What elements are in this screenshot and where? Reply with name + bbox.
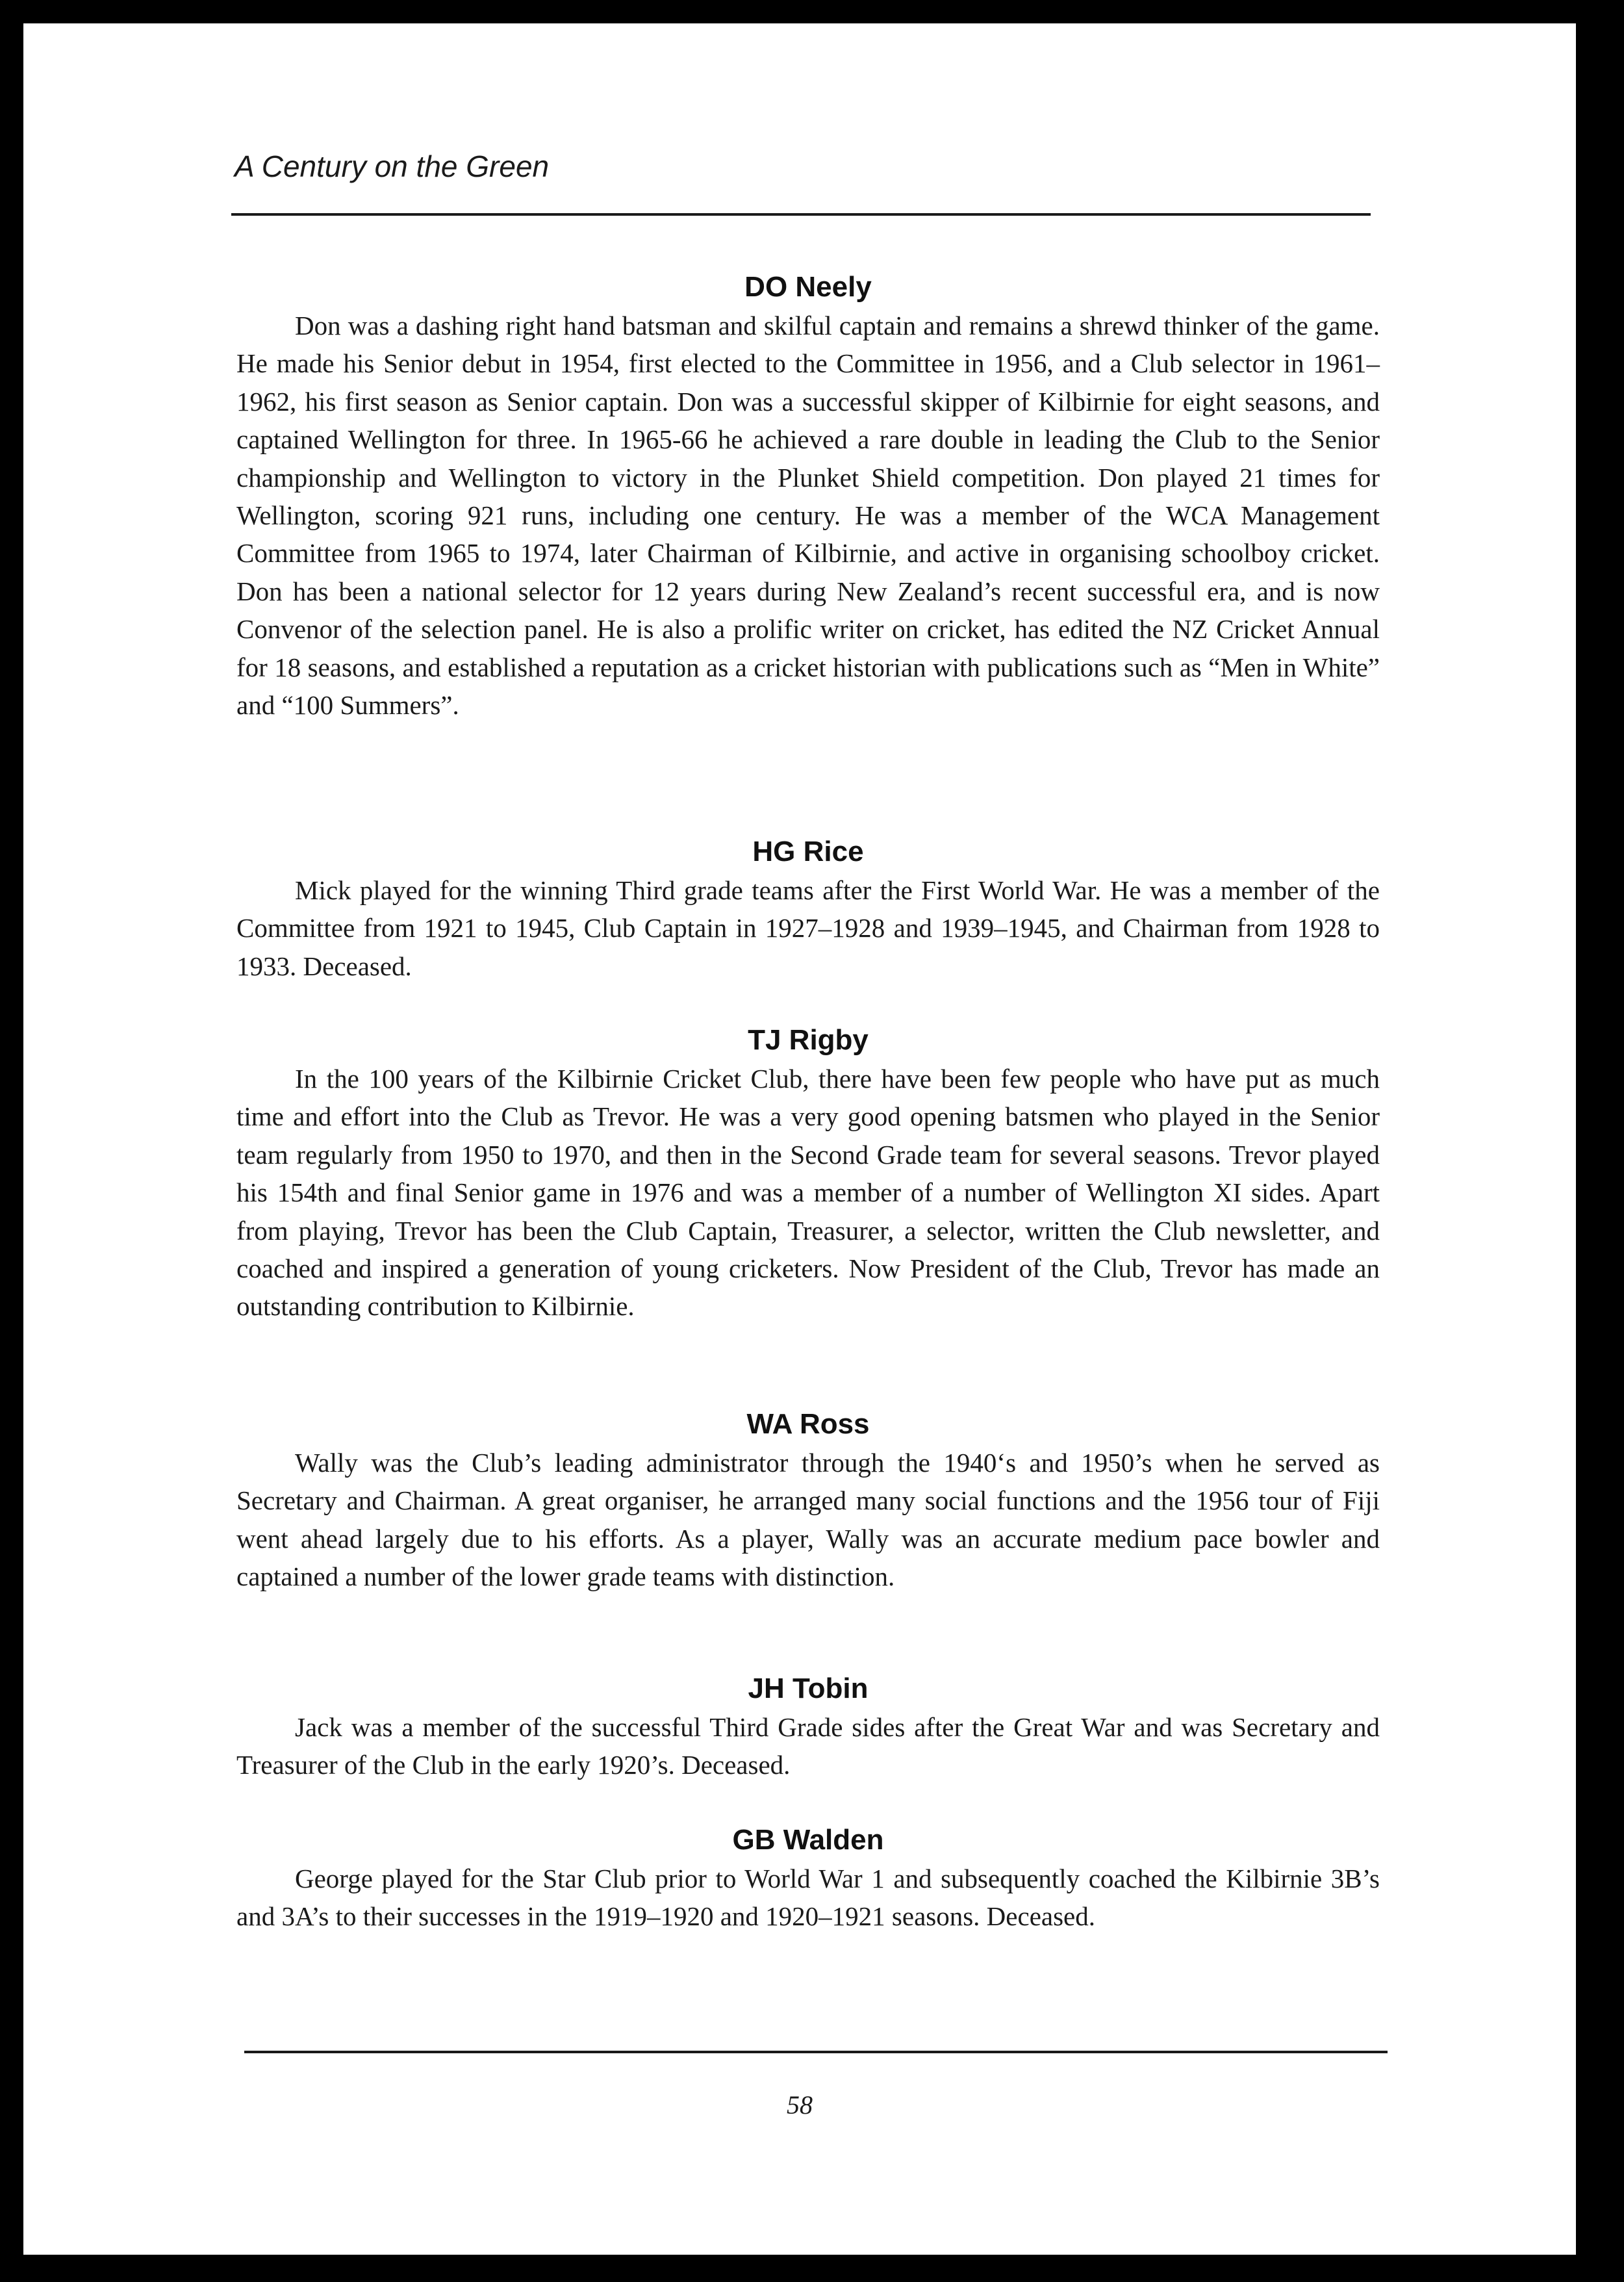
entry-do-neely bbox=[236, 268, 1380, 724]
entry-wa-ross bbox=[236, 1405, 1380, 1596]
entry-text: Jack was a member of the successful Third Grade sides after the Great War and was Secretary and Treasurer of the Club in the early 1920’s. Deceased. bbox=[236, 1712, 1380, 1780]
footer-rule bbox=[244, 2051, 1388, 2053]
entry-heading: WA Ross bbox=[746, 1408, 870, 1440]
entry-hg-rice bbox=[236, 832, 1380, 985]
entry-heading: JH Tobin bbox=[748, 1673, 869, 1704]
header-rule bbox=[231, 213, 1371, 216]
entry-heading: HG Rice bbox=[752, 836, 864, 867]
book-page bbox=[23, 23, 1576, 2255]
entry-text: George played for the Star Club prior to World War 1 and subsequently coached the Kilbirnie 3B’s and 3A’s to their successes in the 1919–1920 and 1920–1921 seasons. Deceased. bbox=[236, 1864, 1380, 1932]
entry-jh-tobin bbox=[236, 1669, 1380, 1784]
entry-text: In the 100 years of the Kilbirnie Cricket Club, there have been few people who have put as much time and effort into the Club as Trevor. He was a very good opening batsmen who played in the Senior team regularly from 1950 to 1970, and then in the Second Grade team for several seasons. Trevor played his 154th and final Senior game in 1976 and was a member of a number of Wellington XI sides. Apart from playing, Trevor has been the Club Captain, Treasurer, a selector, written the Club newsletter, and coached and inspired a generation of young cricketers. Now President of the Club, Trevor has made an outstanding contribution to Kilbirnie. bbox=[236, 1064, 1380, 1322]
running-title: A Century on the Green bbox=[235, 149, 550, 183]
entry-gb-walden bbox=[236, 1821, 1380, 1936]
entry-text: Wally was the Club’s leading administrator through the 1940‘s and 1950’s when he served as Secretary and Chairman. A great organiser, he arranged many social functions and the 1956 tour of Fiji went ahead largely due to his efforts. As a player, Wally was an accurate medium pace bowler and captained a number of the lower grade teams with distinction. bbox=[236, 1448, 1380, 1592]
entry-text: Mick played for the winning Third grade teams after the First World War. He was a member of the Committee from 1921 to 1945, Club Captain in 1927–1928 and 1939–1945, and Chairman from 1928 to 1933. Deceased. bbox=[236, 875, 1380, 981]
entry-heading: GB Walden bbox=[732, 1824, 884, 1856]
page-number: 58 bbox=[787, 2090, 813, 2120]
entry-heading: DO Neely bbox=[744, 271, 872, 303]
entry-tj-rigby bbox=[236, 1021, 1380, 1326]
entry-heading: TJ Rigby bbox=[748, 1024, 869, 1056]
entry-text: Don was a dashing right hand batsman and skilful captain and remains a shrewd thinker of the game. He made his Senior debut in 1954, first elected to the Committee in 1956, and a Club selector in 1961–1962, his first season as Senior captain. Don was a successful skipper of Kilbirnie for eight seasons, and captained Wellington for three. In 1965-66 he achieved a rare double in leading the Club to the Senior championship and Wellington to victory in the Plunket Shield competition. Don played 21 times for Wellington, scoring 921 runs, including one century. He was a member of the WCA Management Committee from 1965 to 1974, later Chairman of Kilbirnie, and active in organising schoolboy cricket. Don has been a national selector for 12 years during New Zealand’s recent successful era, and is now Convenor of the selection panel. He is also a prolific writer on cricket, has edited the NZ Cricket Annual for 18 seasons, and established a reputation as a cricket historian with publications such as “Men in White” and “100 Summers”. bbox=[236, 311, 1380, 721]
